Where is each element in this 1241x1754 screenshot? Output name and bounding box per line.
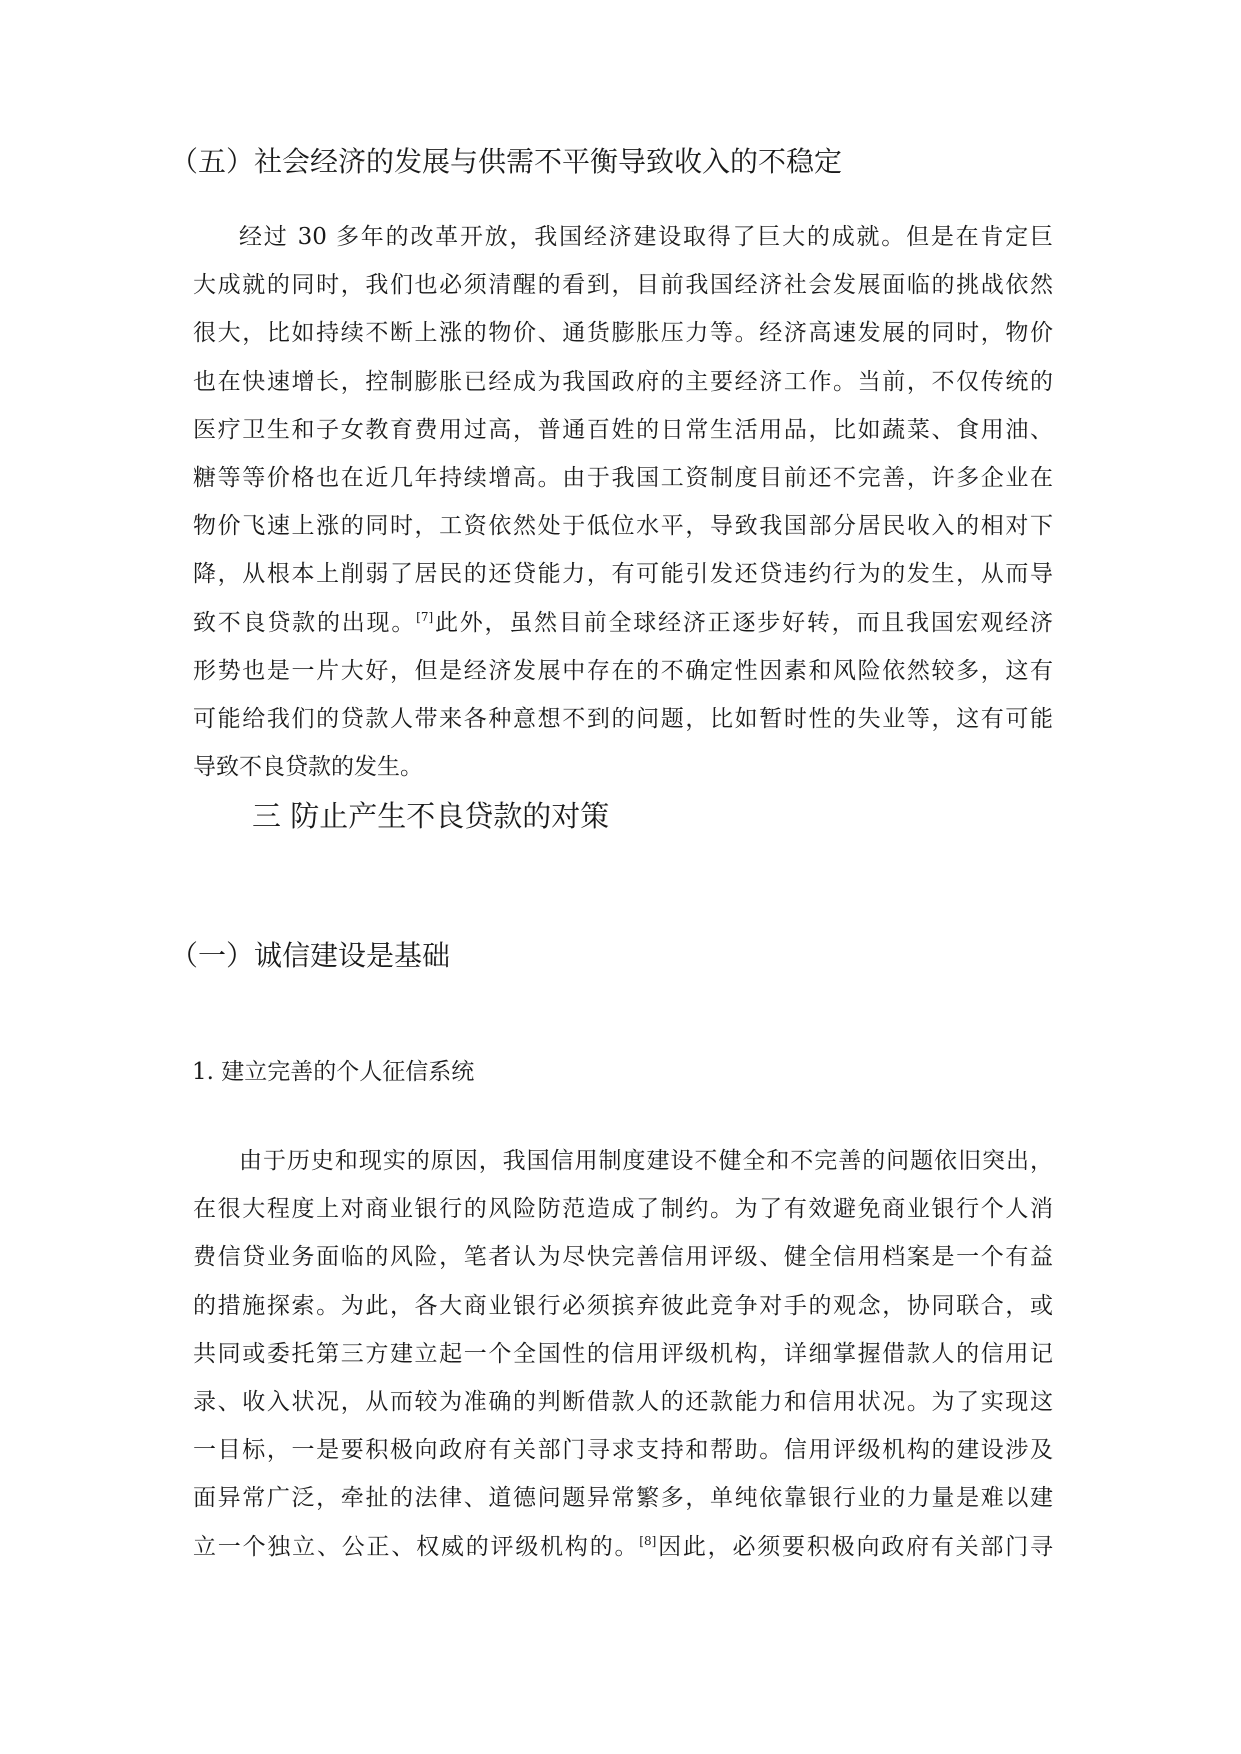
chapter-heading-3: 三 防止产生不良贷款的对策 xyxy=(252,799,610,833)
paragraph-line: 经过 30 多年的改革开放，我国经济建设取得了巨大的成就。但是在肯定巨 xyxy=(239,224,1053,250)
paragraph-line: 面异常广泛，牵扯的法律、道德问题异常繁多，单纯依靠银行业的力量是难以建 xyxy=(193,1485,1053,1512)
citation-marker: [8] xyxy=(639,1533,657,1548)
paragraph-line-with-citation xyxy=(193,599,1053,647)
paragraph-line: 的措施探索。为此，各大商业银行必须摈弃彼此竞争对手的观念，协同联合，或 xyxy=(193,1292,1053,1319)
paragraph-line: 降，从根本上削弱了居民的还贷能力，有可能引发还贷违约行为的发生，从而导 xyxy=(193,561,1053,588)
paragraph-line: 由于历史和现实的原因，我国信用制度建设不健全和不完善的问题依旧突出， xyxy=(239,1148,1053,1174)
paragraph-line: 也在快速增长，控制膨胀已经成为我国政府的主要经济工作。当前，不仅传统的 xyxy=(193,368,1053,395)
item-heading-1: 1. 建立完善的个人征信系统 xyxy=(192,1059,475,1085)
paragraph-line: 费信贷业务面临的风险，笔者认为尽快完善信用评级、健全信用档案是一个有益 xyxy=(193,1244,1053,1271)
paragraph-line: 物价飞速上涨的同时，工资依然处于低位水平，导致我国部分居民收入的相对下 xyxy=(193,513,1053,540)
text-run: 致不良贷款的出现。 xyxy=(193,609,417,636)
paragraph-line: 导致不良贷款的发生。 xyxy=(193,754,423,781)
section-heading-5: （五）社会经济的发展与供需不平衡导致收入的不稳定 xyxy=(170,145,843,178)
paragraph-economic-instability xyxy=(193,213,1053,791)
paragraph-line: 糖等等价格也在近几年持续增高。由于我国工资制度目前还不完善，许多企业在 xyxy=(193,465,1053,492)
paragraph-line: 大成就的同时，我们也必须清醒的看到，目前我国经济社会发展面临的挑战依然 xyxy=(193,272,1053,299)
paragraph-line: 形势也是一片大好，但是经济发展中存在的不确定性因素和风险依然较多，这有 xyxy=(193,657,1053,684)
section-heading-3-1: （一）诚信建设是基础 xyxy=(170,939,451,972)
text-run: 此外，虽然目前全球经济正逐步好转，而且我国宏观经济 xyxy=(433,609,1054,636)
text-run: 立一个独立、公正、权威的评级机构的。 xyxy=(193,1533,640,1560)
paragraph-line: 医疗卫生和子女教育费用过高，普通百姓的日常生活用品，比如蔬菜、食用油、 xyxy=(193,416,1053,443)
citation-marker: [7] xyxy=(416,609,434,624)
paragraph-line: 录、收入状况，从而较为准确的判断借款人的还款能力和信用状况。为了实现这 xyxy=(193,1389,1053,1416)
text-run: 因此，必须要积极向政府有关部门寻 xyxy=(656,1533,1054,1560)
paragraph-line: 在很大程度上对商业银行的风险防范造成了制约。为了有效避免商业银行个人消 xyxy=(193,1196,1053,1223)
paragraph-line: 一目标，一是要积极向政府有关部门寻求支持和帮助。信用评级机构的建设涉及 xyxy=(193,1437,1053,1464)
paragraph-line: 可能给我们的贷款人带来各种意想不到的问题，比如暂时性的失业等，这有可能 xyxy=(193,706,1053,733)
paragraph-line: 共同或委托第三方建立起一个全国性的信用评级机构，详细掌握借款人的信用记 xyxy=(193,1340,1053,1367)
paragraph-line-with-citation xyxy=(193,1523,1053,1571)
paragraph-line: 很大，比如持续不断上涨的物价、通货膨胀压力等。经济高速发展的同时，物价 xyxy=(193,320,1053,347)
paragraph-credit-system xyxy=(193,1137,1053,1571)
